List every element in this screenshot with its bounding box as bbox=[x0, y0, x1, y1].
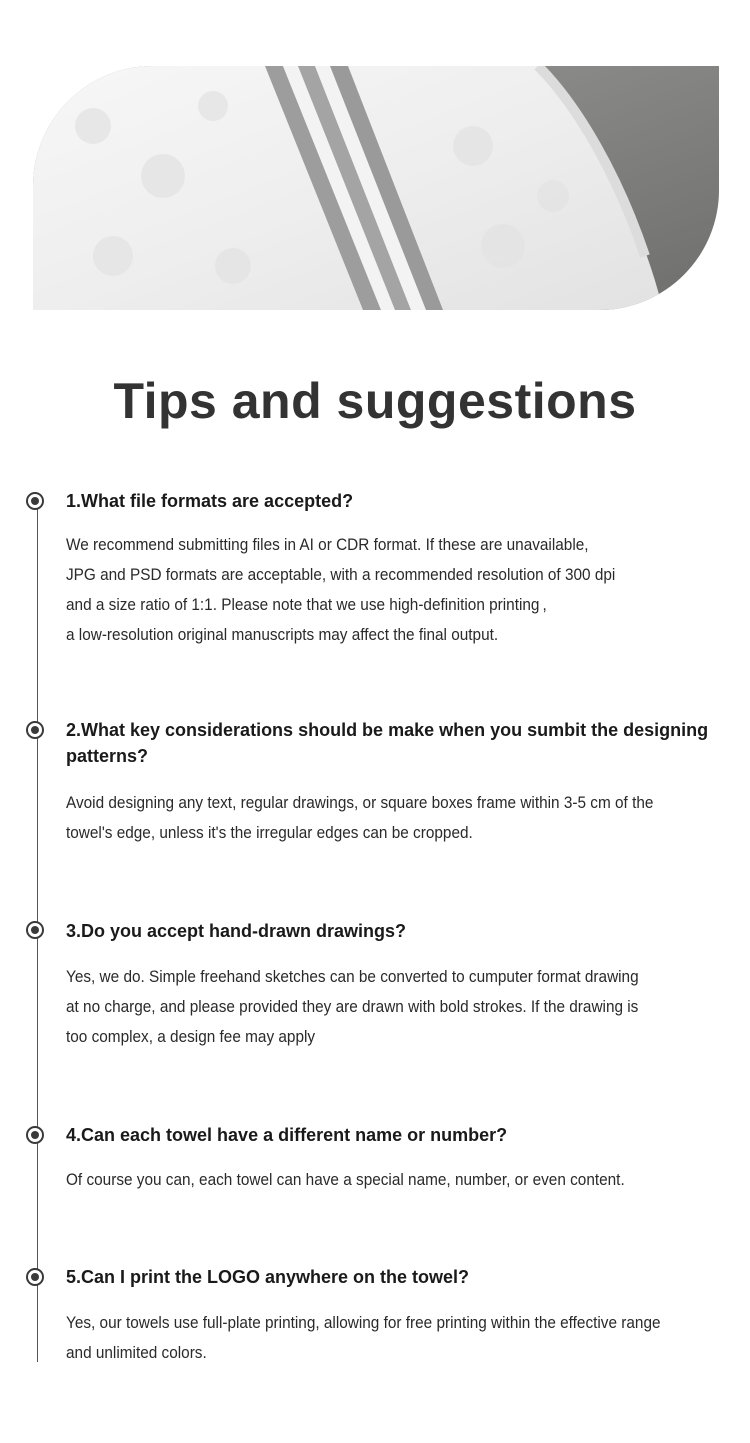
towel-photo bbox=[33, 66, 719, 310]
answer-line: Of course you can, each towel can have a special name, number, or even content. bbox=[66, 1171, 625, 1189]
faq-answer-1 bbox=[66, 530, 671, 650]
timeline-bullet-3 bbox=[26, 921, 44, 939]
timeline-bullet-4 bbox=[26, 1126, 44, 1144]
faq-question-5: 5.Can I print the LOGO anywhere on the towel? bbox=[66, 1267, 470, 1287]
answer-line: and a size ratio of 1:1. Please note that we use high-definition printing , bbox=[66, 596, 547, 614]
answer-line: Avoid designing any text, regular drawings, or square boxes frame within 3-5 cm of the bbox=[66, 794, 654, 812]
page-title: Tips and suggestions bbox=[113, 373, 637, 429]
timeline-bullet-5 bbox=[26, 1268, 44, 1286]
timeline-bullet-1 bbox=[26, 492, 44, 510]
faq-answer-4 bbox=[66, 1165, 671, 1195]
faq-question-2: 2.What key considerations should be make when you sumbit the designing patterns? bbox=[66, 720, 709, 766]
hero-towel-image bbox=[33, 66, 719, 310]
answer-line: Yes, we do. Simple freehand sketches can be converted to cumputer format drawing bbox=[66, 968, 639, 986]
answer-line: and unlimited colors. bbox=[66, 1344, 207, 1362]
faq-answer-2 bbox=[66, 788, 671, 848]
faq-question-4: 4.Can each towel have a different name or number? bbox=[66, 1125, 508, 1145]
answer-line: We recommend submitting files in AI or CDR format. If these are unavailable, bbox=[66, 536, 589, 554]
answer-line: JPG and PSD formats are acceptable, with a recommended resolution of 300 dpi bbox=[66, 566, 616, 584]
faq-answer-5 bbox=[66, 1308, 671, 1368]
timeline-bullet-2 bbox=[26, 721, 44, 739]
answer-line: a low-resolution original manuscripts may affect the final output. bbox=[66, 626, 499, 644]
answer-line: towel's edge, unless it's the irregular edges can be cropped. bbox=[66, 824, 473, 842]
faq-answer-3 bbox=[66, 962, 671, 1052]
faq-question-3: 3.Do you accept hand-drawn drawings? bbox=[66, 921, 407, 941]
answer-line: Yes, our towels use full-plate printing, allowing for free printing within the effective range bbox=[66, 1314, 661, 1332]
answer-line: too complex, a design fee may apply bbox=[66, 1028, 316, 1046]
faq-question-1: 1.What file formats are accepted? bbox=[66, 491, 354, 511]
answer-line: at no charge, and please provided they are drawn with bold strokes. If the drawing is bbox=[66, 998, 639, 1016]
